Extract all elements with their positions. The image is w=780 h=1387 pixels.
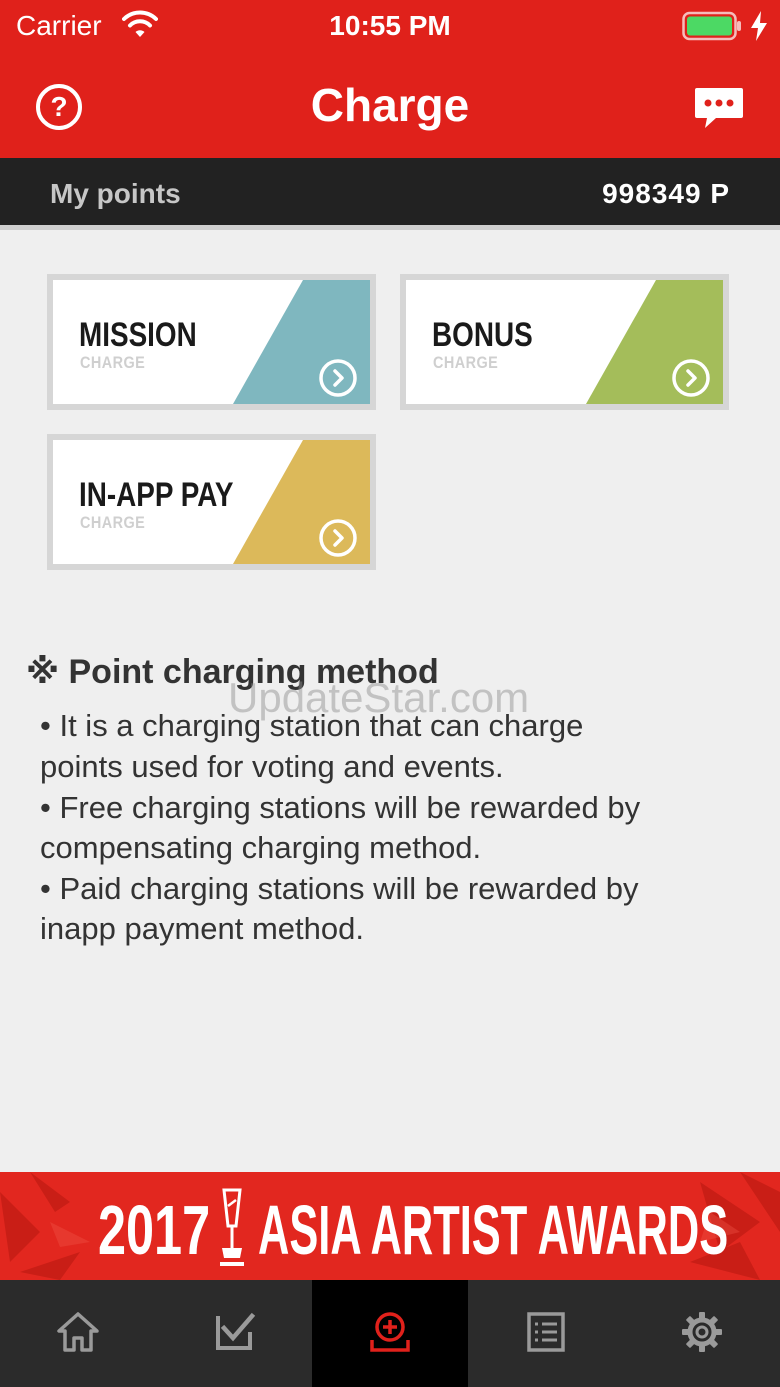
tab-home[interactable] xyxy=(0,1280,156,1387)
vote-check-icon xyxy=(212,1310,256,1354)
banner-year: 2017 xyxy=(98,1191,211,1269)
info-line: compensating charging method. xyxy=(40,830,482,865)
tab-bar xyxy=(0,1280,780,1387)
carrier-label: Carrier xyxy=(16,10,102,41)
info-line: • Paid charging stations will be rewarded by xyxy=(40,871,639,906)
mission-charge-button[interactable] xyxy=(47,274,376,410)
charging-bolt-icon xyxy=(748,10,770,42)
card-title: BONUS xyxy=(432,316,533,354)
home-icon xyxy=(56,1310,100,1354)
card-title: IN-APP PAY xyxy=(79,476,234,514)
tab-vote[interactable] xyxy=(156,1280,312,1387)
chevron-right-circle-icon xyxy=(671,358,711,398)
gear-icon xyxy=(680,1310,724,1354)
info-line: points used for voting and events. xyxy=(40,749,504,784)
chevron-right-circle-icon xyxy=(318,518,358,558)
card-subtitle: CHARGE xyxy=(80,353,146,372)
info-line: • Free charging stations will be rewarded by xyxy=(40,790,641,825)
points-value: 998349 P xyxy=(602,178,730,209)
info-line: • It is a charging station that can charge xyxy=(40,708,584,743)
bonus-charge-button[interactable] xyxy=(400,274,729,410)
info-heading: ※ Point charging method xyxy=(26,653,439,691)
in-app-pay-charge-button[interactable] xyxy=(47,434,376,570)
info-line: inapp payment method. xyxy=(40,911,364,946)
status-time: 10:55 PM xyxy=(329,10,451,41)
help-circle-icon[interactable]: ? xyxy=(36,84,82,130)
trophy-icon xyxy=(214,1186,250,1270)
tab-charge[interactable] xyxy=(312,1280,468,1387)
points-label: My points xyxy=(50,178,181,209)
tab-list[interactable] xyxy=(468,1280,624,1387)
battery-icon xyxy=(682,11,742,41)
tab-settings[interactable] xyxy=(624,1280,780,1387)
nav-bar xyxy=(0,54,780,158)
page-title: Charge xyxy=(310,79,470,131)
card-subtitle: CHARGE xyxy=(433,353,499,372)
banner-title: ASIA ARTIST AWARDS xyxy=(258,1191,729,1269)
points-bar xyxy=(0,158,780,230)
charge-plus-icon xyxy=(368,1310,412,1354)
list-icon xyxy=(524,1310,568,1354)
chat-bubble-icon[interactable] xyxy=(694,86,744,130)
status-bar xyxy=(0,0,780,54)
card-title: MISSION xyxy=(79,316,197,354)
chevron-right-circle-icon xyxy=(318,358,358,398)
card-subtitle: CHARGE xyxy=(80,513,146,532)
watermark: UpdateStar.com xyxy=(228,674,530,721)
asia-artist-awards-banner[interactable] xyxy=(0,1172,780,1280)
